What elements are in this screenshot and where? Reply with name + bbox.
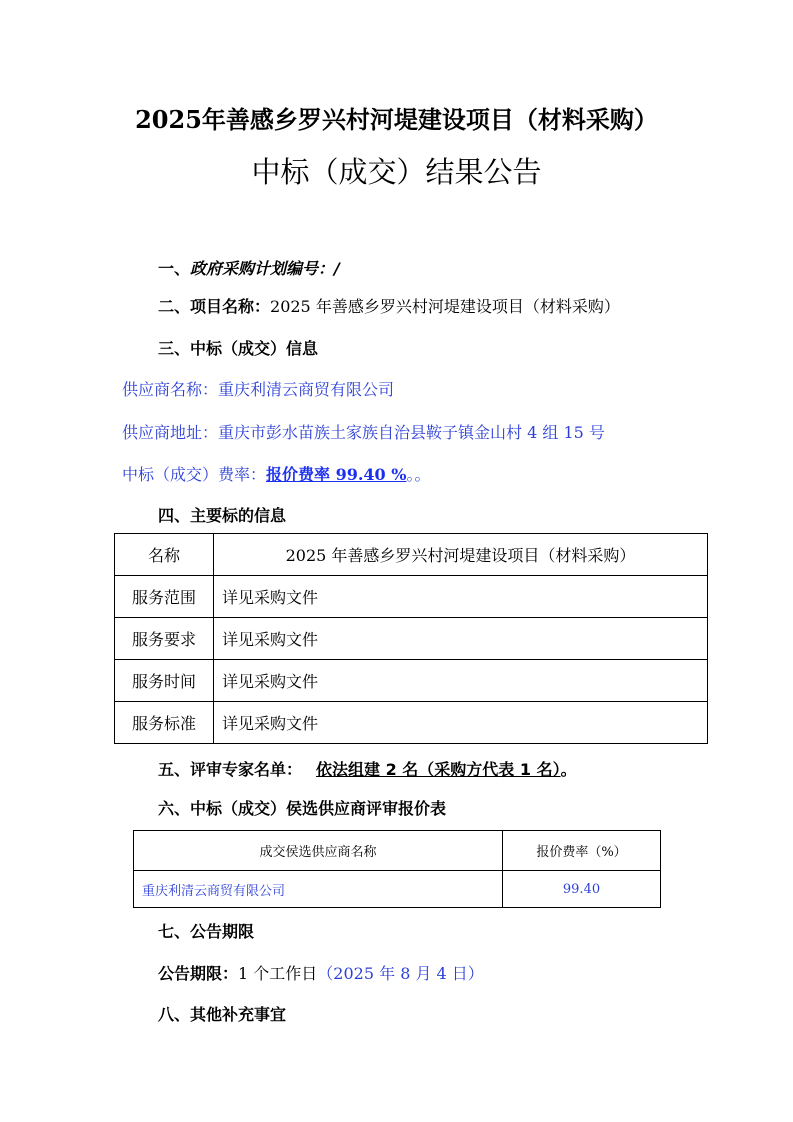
section-2 xyxy=(158,294,620,317)
table-header-row xyxy=(134,831,661,871)
rate-cell: 99.40 xyxy=(503,871,661,908)
announcement-period-line xyxy=(158,961,484,984)
supplier-address-label: 供应商地址： xyxy=(122,423,219,442)
table-cell-value: 2025 年善感乡罗兴村河堤建设项目（材料采购） xyxy=(214,534,708,576)
table-row xyxy=(115,618,708,660)
supplier-address: 重庆市彭水苗族土家族自治县鞍子镇金山村 4 组 15 号 xyxy=(218,423,605,442)
supplier-name-line xyxy=(122,377,394,400)
announcement-period-value: 1 个工作日 xyxy=(238,964,318,983)
section-1-label: 一、 xyxy=(158,259,191,278)
expert-list-suffix: 。 xyxy=(560,760,577,779)
project-name-label: 二、项目名称： xyxy=(158,297,271,316)
table-cell-value: 详见采购文件 xyxy=(214,702,708,744)
table-row xyxy=(115,660,708,702)
section-5 xyxy=(158,757,577,780)
announcement-date: （2025 年 8 月 4 日） xyxy=(317,964,484,983)
table-cell-value: 详见采购文件 xyxy=(214,618,708,660)
bid-table xyxy=(133,830,661,908)
table-header-cell: 成交侯选供应商名称 xyxy=(134,831,503,871)
section-1 xyxy=(158,256,340,279)
rate-line xyxy=(122,462,430,485)
table-row xyxy=(115,576,708,618)
table-cell-label: 服务要求 xyxy=(115,618,214,660)
table-row xyxy=(115,534,708,576)
supplier-name-label: 供应商名称： xyxy=(122,380,219,399)
plan-number: 政府采购计划编号：/ xyxy=(190,259,340,278)
supplier-name: 重庆利清云商贸有限公司 xyxy=(218,380,395,399)
section-3-heading: 三、中标（成交）信息 xyxy=(158,339,319,358)
expert-list-value: 依法组建 2 名（采购方代表 1 名） xyxy=(316,760,561,779)
main-info-table xyxy=(114,533,708,744)
table-cell-value: 详见采购文件 xyxy=(214,660,708,702)
table-cell-label: 名称 xyxy=(115,534,214,576)
section-7-heading: 七、公告期限 xyxy=(158,922,255,941)
table-cell-value: 详见采购文件 xyxy=(214,576,708,618)
document-subtitle: 中标（成交）结果公告 xyxy=(251,155,542,189)
supplier-address-line xyxy=(122,420,605,443)
table-cell-label: 服务范围 xyxy=(115,576,214,618)
section-4-heading: 四、主要标的信息 xyxy=(158,506,287,525)
table-cell-label: 服务时间 xyxy=(115,660,214,702)
rate-value-link[interactable]: 报价费率 99.40 % xyxy=(266,465,407,484)
table-cell-label: 服务标准 xyxy=(115,702,214,744)
section-8-heading: 八、其他补充事宜 xyxy=(158,1005,287,1024)
section-6-heading: 六、中标（成交）侯选供应商评审报价表 xyxy=(158,799,447,818)
project-name: 2025 年善感乡罗兴村河堤建设项目（材料采购） xyxy=(270,297,620,316)
table-header-cell: 报价费率（%） xyxy=(503,831,661,871)
expert-list-label: 五、评审专家名单： xyxy=(158,760,303,779)
table-row xyxy=(134,871,661,908)
table-row xyxy=(115,702,708,744)
rate-label: 中标（成交）费率： xyxy=(122,465,267,484)
document-title: 2025年善感乡罗兴村河堤建设项目（材料采购） xyxy=(135,105,658,134)
rate-suffix: 。。 xyxy=(406,465,431,484)
announcement-period-label: 公告期限： xyxy=(158,964,239,983)
supplier-cell: 重庆利清云商贸有限公司 xyxy=(134,871,503,908)
